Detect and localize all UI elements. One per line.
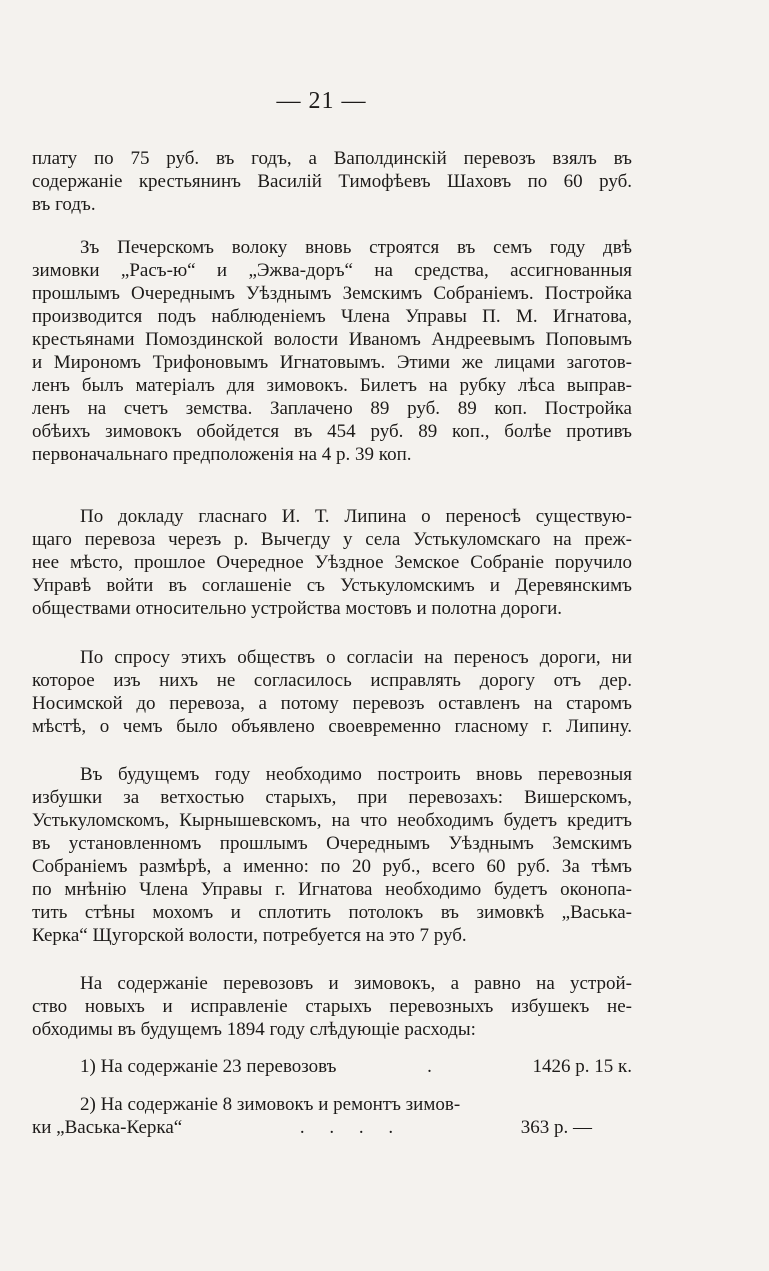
expense-label: 1) На содержаніе 23 перевозовъ: [80, 1056, 337, 1077]
expense-item: [32, 1055, 632, 1078]
expense-amount: 363 р. —: [520, 1117, 592, 1138]
text-line: щаго перевоза черезъ р. Вычегду у села Устькуломскаго на преж-: [32, 529, 632, 550]
text-line: обществами относительно устройства мостовъ и полотна дороги.: [32, 598, 563, 619]
text-line: На содержаніе перевозовъ и зимовокъ, а равно на устрой-: [80, 973, 632, 994]
text-line: производится подъ наблюденіемъ Члена Управы П. М. Игнатова,: [32, 306, 632, 327]
text-line: Носимской до перевоза, а потому перевозъ оставленъ на старомъ: [32, 693, 632, 714]
paragraph: [32, 236, 632, 466]
text-line: По спросу этихъ обществъ о согласіи на переносъ дороги, ни: [80, 647, 632, 668]
text-line: обходимы въ будущемъ 1894 году слѣдующіе расходы:: [32, 1019, 476, 1040]
text-line: зимовки „Расъ-ю“ и „Эжва-доръ“ на средства, ассигнованныя: [32, 260, 632, 281]
text-line: мѣстѣ, о чемъ было объявлено своевременно гласному г. Липину.: [32, 716, 632, 737]
text-line: содержаніе крестьянинъ Василій Тимофѣевъ Шаховъ по 60 руб.: [32, 171, 632, 192]
text-line: ленъ былъ матеріалъ для зимовокъ. Билетъ на рубку лѣса выправ-: [32, 375, 632, 396]
text-line: Керка“ Щугорской волости, потребуется на это 7 руб.: [32, 925, 467, 946]
paragraph: [32, 763, 632, 947]
expense-amount: 1426 р. 15 к.: [532, 1056, 632, 1077]
text-line: въ установленномъ прошлымъ Очереднымъ Уѣзднымъ Земскимъ: [32, 833, 632, 854]
text-line: ство новыхъ и исправленіе старыхъ перевозныхъ избушекъ не-: [32, 996, 632, 1017]
text-line: плату по 75 руб. въ годъ, а Вaполдинскій перевозъ взялъ въ: [32, 148, 632, 169]
paragraph: [32, 147, 632, 216]
text-line: по мнѣнію Члена Управы г. Игнатова необходимо будетъ оконопа-: [32, 879, 632, 900]
text-line: Устькуломскомъ, Кырнышевскомъ, на что необходимъ будетъ кредитъ: [32, 810, 632, 831]
text-line: первоначальнаго предположенія на 4 р. 39 коп.: [32, 444, 412, 465]
text-line: нее мѣсто, прошлое Очередное Уѣздное Земское Собраніе поручило: [32, 552, 632, 573]
text-line: и Мирономъ Трифоновымъ Игнатовымъ. Этими же лицами заготов-: [32, 352, 632, 373]
dot-leader: . . . .: [299, 1117, 404, 1138]
text-line: Въ будущемъ году необходимо построить вновь перевозныя: [80, 764, 632, 785]
expense-label: 2) На содержаніе 8 зимовокъ и ремонтъ зимов-: [80, 1094, 461, 1115]
text-line: избушки за ветхостью старыхъ, при перевозахъ: Вишерскомъ,: [32, 787, 632, 808]
text-line: обѣихъ зимовокъ обойдется въ 454 руб. 89 коп., болѣе противъ: [32, 421, 632, 442]
text-line: ленъ на счетъ земства. Заплачено 89 руб. 89 коп. Постройка: [32, 398, 632, 419]
text-line: тить стѣны мохомъ и сплотить потолокъ въ зимовкѣ „Васька-: [32, 902, 632, 923]
text-line: которое изъ нихъ не согласилось исправлять дорогу отъ дер.: [32, 670, 632, 691]
text-line: Собраніемъ размѣрѣ, а именно: по 20 руб., всего 60 руб. За тѣмъ: [32, 856, 632, 877]
text-line: Зъ Печерскомъ волоку вновь строятся въ семъ году двѣ: [80, 237, 632, 258]
dot-leader: .: [427, 1056, 442, 1077]
expense-label: ки „Васька-Керка“: [32, 1117, 183, 1138]
paragraph: [32, 972, 632, 1041]
text-line: прошлымъ Очереднымъ Уѣзднымъ Земскимъ Собраніемъ. Постройка: [32, 283, 632, 304]
text-line: крестьянами Помоздинской волости Иваномъ Андреевымъ Поповымъ: [32, 329, 632, 350]
text-line: По докладу гласнаго И. Т. Липина о переносѣ существую-: [80, 506, 632, 527]
page-number: — 21 —: [276, 88, 367, 114]
paragraph: [32, 505, 632, 620]
expense-item: [32, 1093, 632, 1139]
paragraph: [32, 646, 632, 738]
text-line: въ годъ.: [32, 194, 96, 215]
text-line: Управѣ войти въ соглашеніе съ Устькуломскимъ и Деревянскимъ: [32, 575, 632, 596]
